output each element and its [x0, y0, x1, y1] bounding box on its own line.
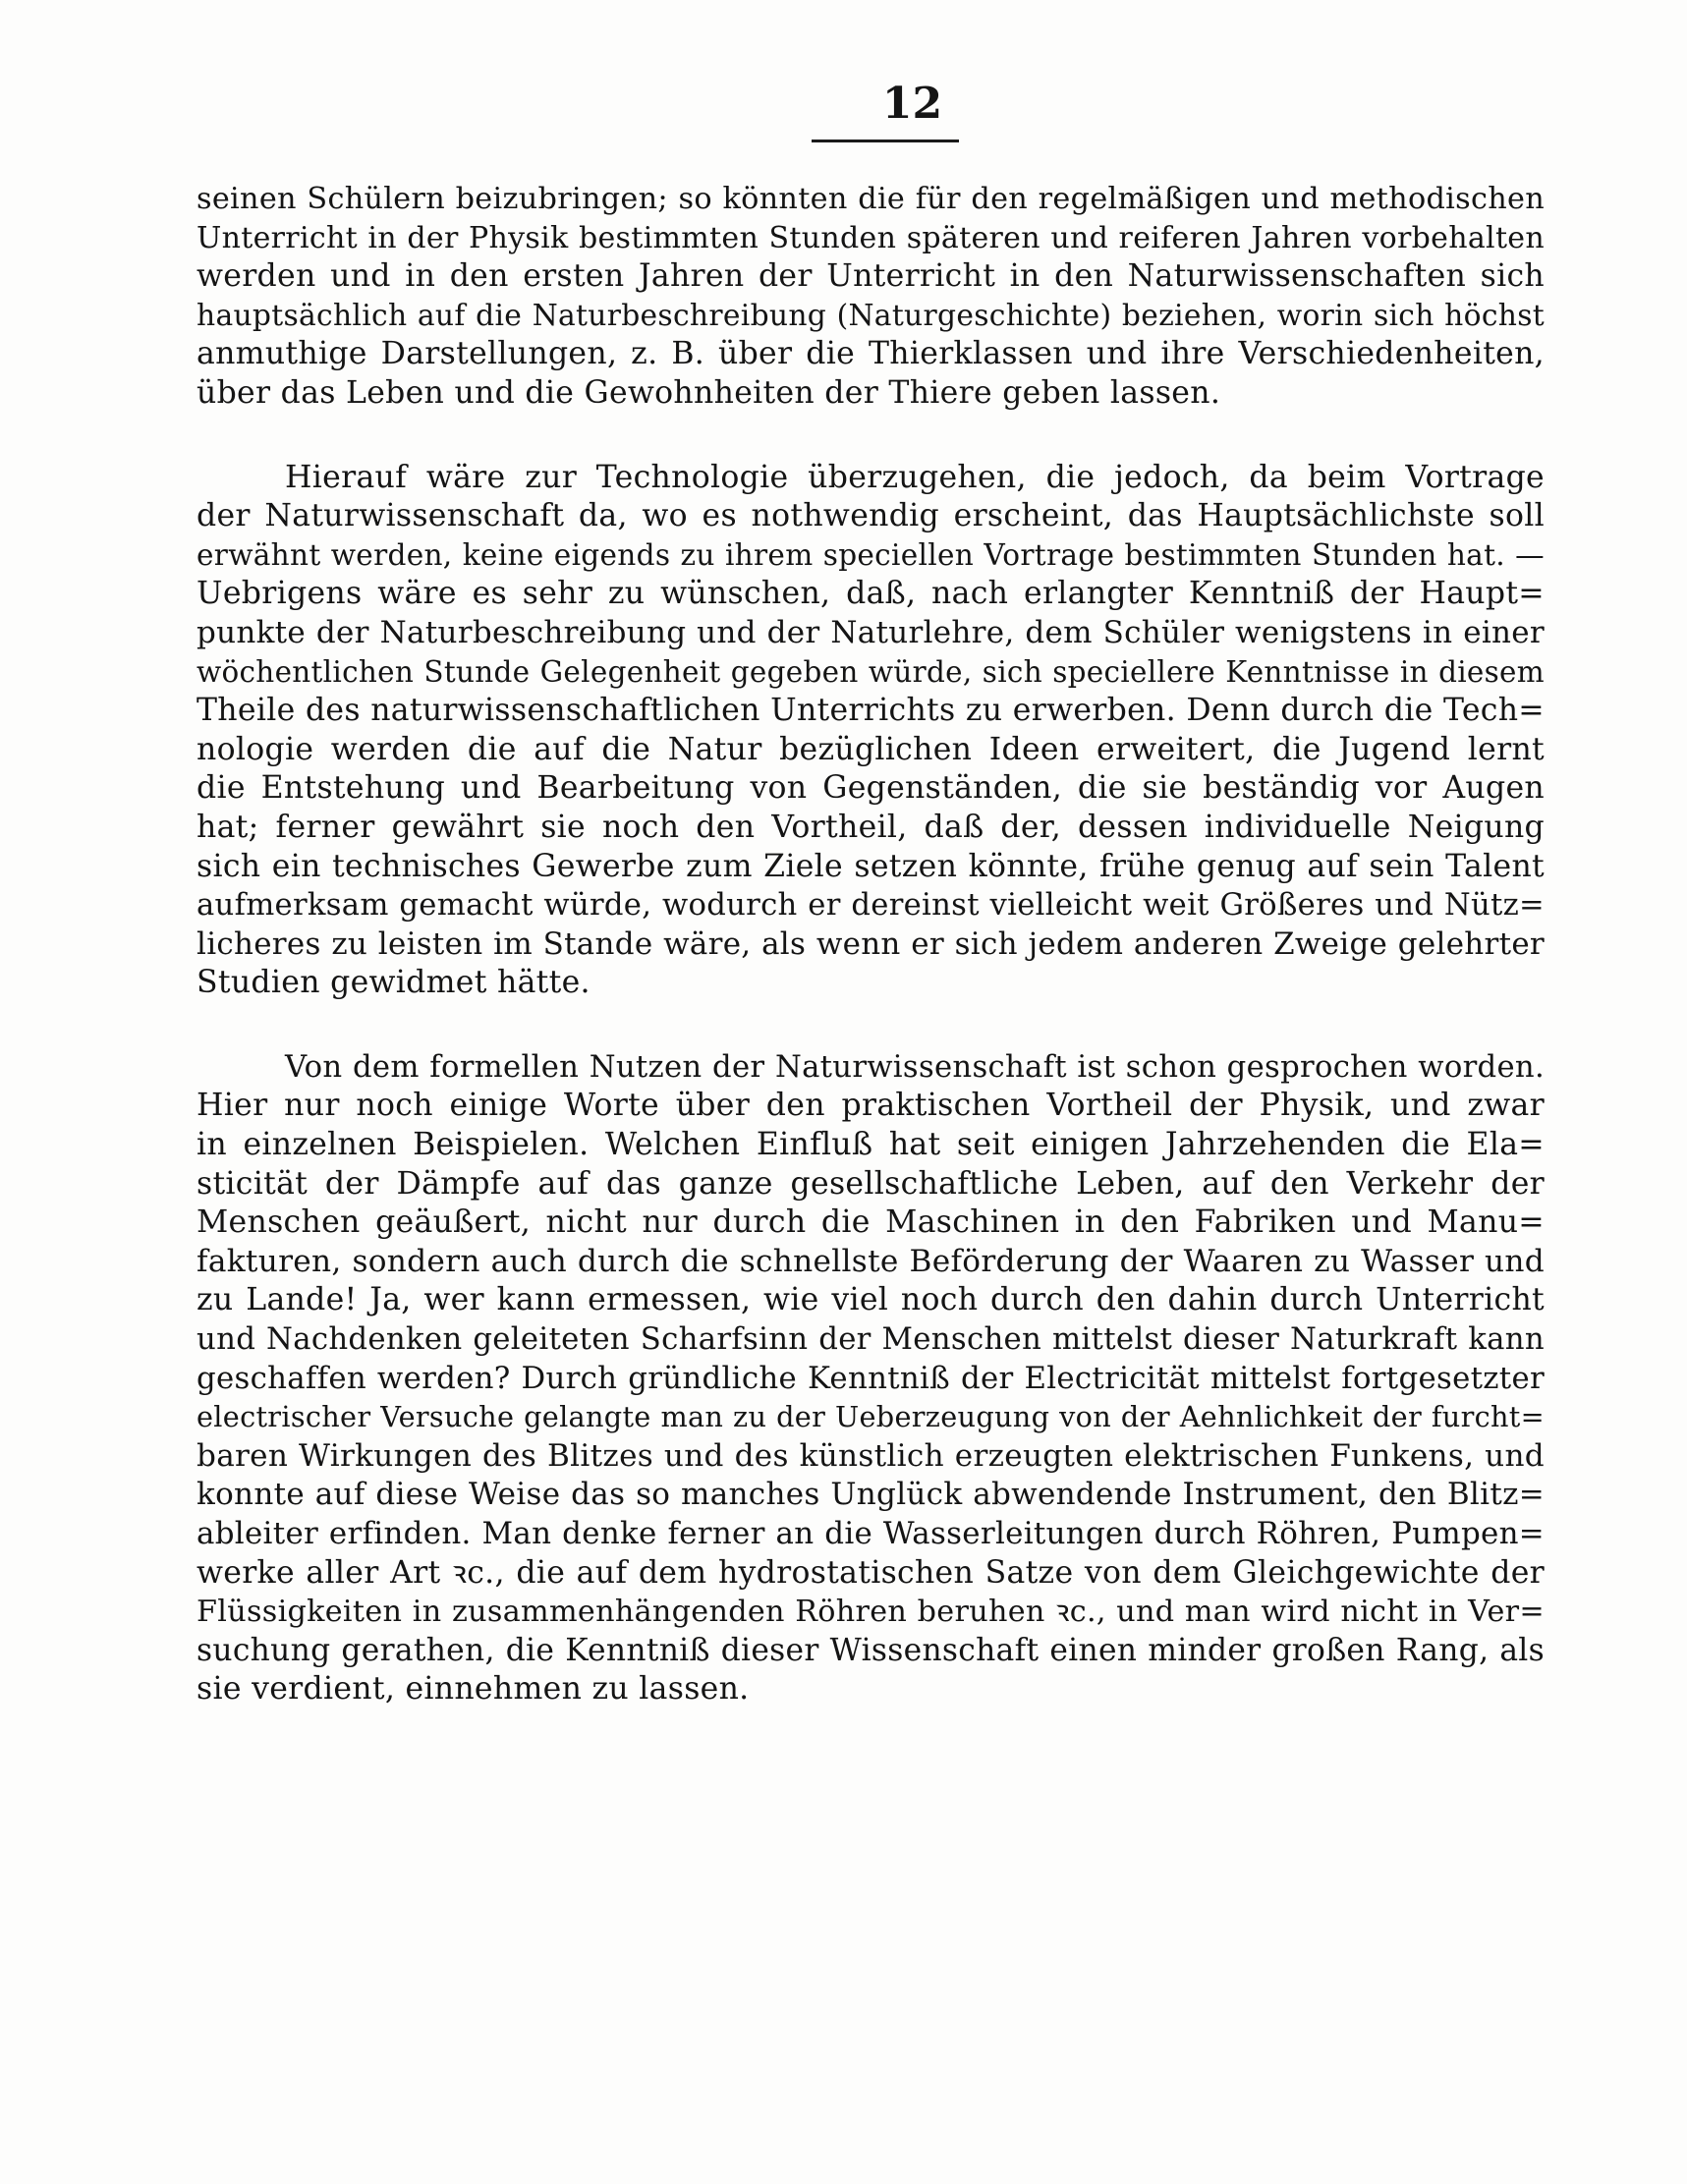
text-line: suchung gerathen, die Kenntniß dieser Wissenschaft einen minder großen Rang, als [197, 1632, 1545, 1668]
text-line: in einzelnen Beispielen. Welchen Einfluß hat seit einigen Jahrzehenden die Ela= [197, 1127, 1545, 1163]
text-line: seinen Schülern beizubringen; so könnten die für den regelmäßigen und methodischen [197, 182, 1545, 216]
text-line: konnte auf diese Weise das so manches Unglück abwendende Instrument, den Blitz= [197, 1477, 1545, 1513]
text-line: fakturen, sondern auch durch die schnellste Beförderung der Waaren zu Wasser und [197, 1243, 1545, 1279]
text-line: Flüssigkeiten in zusammenhängenden Röhren beruhen ꝛc., und man wird nicht in Ver= [197, 1595, 1545, 1630]
text-line: und Nachdenken geleiteten Scharfsinn der Menschen mittelst dieser Naturkraft kann [197, 1321, 1545, 1358]
text-line: Hierauf wäre zur Technologie überzugehen, die jedoch, da beim Vortrage [285, 459, 1545, 495]
text-line: sich ein technisches Gewerbe zum Ziele setzen könnte, frühe genug auf sein Talent [197, 848, 1545, 884]
text-line: Menschen geäußert, nicht nur durch die Maschinen in den Fabriken und Manu= [197, 1204, 1545, 1241]
text-line: anmuthige Darstellungen, z. B. über die Thierklassen und ihre Verschiedenheiten, [197, 336, 1545, 372]
text-line: nologie werden die auf die Natur bezüglichen Ideen erweitert, die Jugend lernt [197, 731, 1545, 767]
text-line: electrischer Versuche gelangte man zu der Ueberzeugung von der Aehnlichkeit der furcht= [197, 1400, 1545, 1434]
page-number: 12 [881, 79, 943, 129]
text-line: baren Wirkungen des Blitzes und des künstlich erzeugten elektrischen Funkens, und [197, 1437, 1545, 1474]
text-line: Theile des naturwissenschaftlichen Unterrichts zu erwerben. Denn durch die Tech= [197, 693, 1545, 729]
page-number-rule [812, 140, 959, 142]
text-line: Unterricht in der Physik bestimmten Stunden späteren und reiferen Jahren vorbehalten [197, 220, 1545, 255]
text-line: hauptsächlich auf die Naturbeschreibung (Naturgeschichte) beziehen, worin sich höchst [197, 298, 1545, 333]
text-line: werden und in den ersten Jahren der Unterricht in den Naturwissenschaften sich [197, 258, 1545, 295]
text-line: geschaffen werden? Durch gründliche Kenntniß der Electricität mittelst fortgesetzter [197, 1360, 1545, 1396]
text-line: sticität der Dämpfe auf das ganze gesellschaftliche Leben, auf den Verkehr der [197, 1165, 1545, 1202]
text-line: ableiter erfinden. Man denke ferner an die Wasserleitungen durch Röhren, Pumpen= [197, 1516, 1545, 1551]
text-line: aufmerksam gemacht würde, wodurch er dereinst vielleicht weit Größeres und Nütz= [197, 888, 1545, 924]
text-line: Studien gewidmet hätte. [197, 965, 590, 1001]
text-line: sie verdient, einnehmen zu lassen. [197, 1671, 750, 1708]
text-line: licheres zu leisten im Stande wäre, als wenn er sich jedem anderen Zweige gelehrter [197, 925, 1545, 962]
text-line: hat; ferner gewährt sie noch den Vortheil, daß der, dessen individuelle Neigung [197, 809, 1545, 845]
text-line: Hier nur noch einige Worte über den praktischen Vortheil der Physik, und zwar [197, 1088, 1545, 1124]
paragraph-1 [197, 180, 1545, 414]
text-line: wöchentlichen Stunde Gelegenheit gegeben würde, sich speciellere Kenntnisse in diesem [197, 654, 1545, 689]
paragraph-3 [197, 1048, 1545, 1709]
text-line: die Entstehung und Bearbeitung von Gegenständen, die sie beständig vor Augen [197, 770, 1545, 807]
text-line: zu Lande! Ja, wer kann ermessen, wie viel noch durch den dahin durch Unterricht [197, 1282, 1545, 1318]
text-line: Von dem formellen Nutzen der Naturwissenschaft ist schon gesprochen worden. [285, 1049, 1545, 1085]
text-line: über das Leben und die Gewohnheiten der Thiere geben lassen. [197, 374, 1221, 411]
text-line: Uebrigens wäre es sehr zu wünschen, daß, nach erlangter Kenntniß der Haupt= [197, 576, 1545, 612]
paragraph-2 [197, 459, 1545, 1003]
text-line: werke aller Art ꝛc., die auf dem hydrostatischen Satze von dem Gleichgewichte der [197, 1554, 1545, 1591]
text-line: erwähnt werden, keine eigends zu ihrem speciellen Vortrage bestimmten Stunden hat. — [197, 537, 1545, 572]
body-text [197, 180, 1545, 1709]
text-line: der Naturwissenschaft da, wo es nothwendig erscheint, das Hauptsächlichste soll [197, 498, 1545, 534]
text-line: punkte der Naturbeschreibung und der Naturlehre, dem Schüler wenigstens in einer [197, 614, 1545, 650]
